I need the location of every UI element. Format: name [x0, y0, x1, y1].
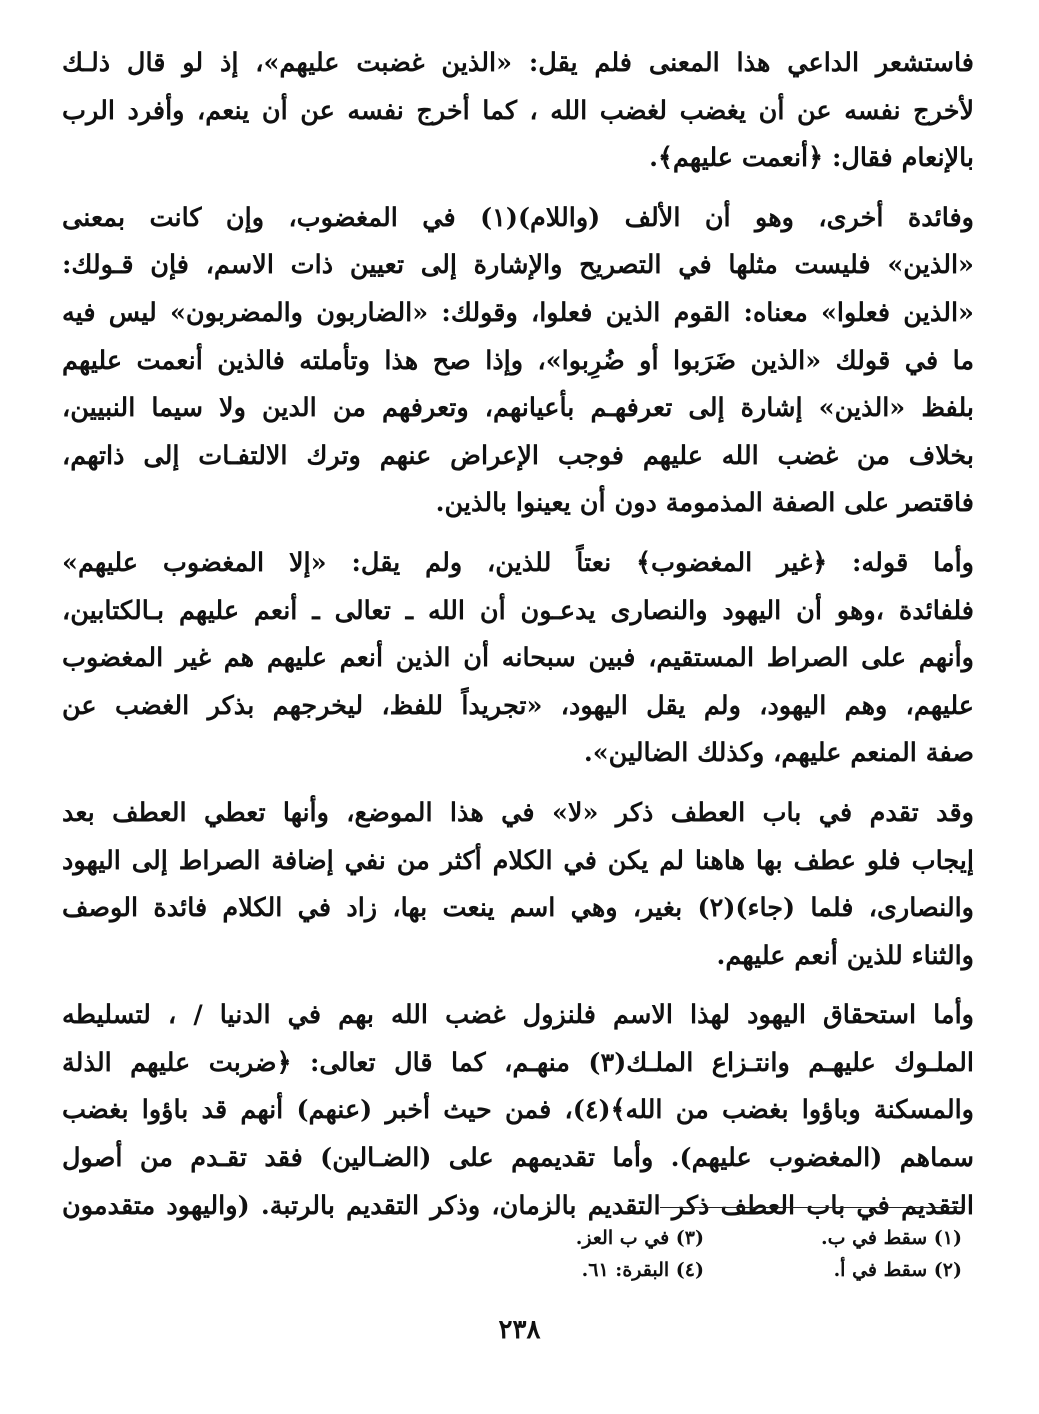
text-line: والنصارى، فلما (جاء)(٢) بغير، وهي اسم ينعت بها، زاد في الكلام فائدة الوصف: [62, 893, 974, 924]
text-line: فاستشعر الداعي هذا المعنى فلم يقل: «الذين غضبت عليهم»، إذ لو قال ذلـك: [62, 48, 974, 78]
footnote-column: [821, 1222, 962, 1286]
text-line: وقد تقدم في باب العطف ذكر «لا» في هذا الموضع، وأنها تعطي العطف بعد: [62, 797, 974, 828]
text-line: الملـوك عليهـم وانتـزاع الملـك(٣) منهـم، كما قال تعالى: ﴿ضربت عليهم الذلة: [62, 1047, 974, 1078]
footnote: (٢) سقط في أ.: [833, 1259, 962, 1281]
paragraph: [62, 992, 974, 1230]
text-line: وأما قوله: ﴿غير المغضوب﴾ نعتاً للذين، ولم يقل: «إلا المغضوب عليهم»: [62, 547, 974, 578]
text-line: والثناء للذين أنعم عليهم.: [716, 940, 974, 971]
text-line: فلفائدة ،وهو أن اليهود والنصارى يدعـون أن الله ـ تعالى ـ أنعم عليهم بـالكتابين،: [62, 595, 974, 626]
text-line: بلفظ «الذين» إشارة إلى تعرفهـم بأعيانهم، وتعرفهم من الدين ولا سيما النبيين،: [62, 393, 974, 424]
text-line: إيجاب فلو عطف بها هاهنا لم يكن في الكلام أكثر من نفي إضافة الصراط إلى اليهود: [62, 845, 974, 876]
text-line: «الذين» فليست مثلها في التصريح والإشارة إلى تعيين ذات الاسم، فإن قـولك:: [62, 250, 974, 281]
footnote: (١) سقط في ب.: [820, 1227, 962, 1249]
text-line: والمسكنة وباؤوا بغضب من الله﴾(٤)، فمن حيث أخبر (عنهم) أنهم قد باؤوا بغضب: [62, 1095, 974, 1126]
text-line: وأما استحقاق اليهود لهذا الاسم فلنزول غضب الله بهم في الدنيا / ، لتسليطه: [62, 1000, 974, 1031]
text-line: سماهم (المغضوب عليهم). وأما تقديمهم على (الضـالين) فقد تقـدم من أصول: [62, 1143, 974, 1174]
text-line: فاقتصر على الصفة المذمومة دون أن يعينوا بالذين.: [435, 488, 974, 519]
text-line: عليهم، وهم اليهود، ولم يقل اليهود، «تجريداً للفظ، ليخرجهم بذكر الغضب عن: [62, 690, 974, 721]
paragraph: [62, 540, 974, 778]
page-number: ٢٣٨: [498, 1315, 541, 1345]
paragraph: [62, 790, 974, 980]
text-line: «الذين فعلوا» معناه: القوم الذين فعلوا، وقولك: «الضاربون والمضربون» ليس فيه: [62, 297, 974, 328]
text-line: لأخرج نفسه عن أن يغضب لغضب الله ، كما أخرج نفسه عن أن ينعم، وأفرد الرب: [62, 95, 974, 126]
text-line: التقديم في باب العطف ذكر التقديم بالزمان، وذكر التقديم بالرتبة. (واليهود متقدمون: [62, 1190, 974, 1221]
paragraph: [62, 40, 974, 183]
text-line: صفة المنعم عليهم، وكذلك الضالين».: [583, 738, 974, 769]
main-text: [62, 40, 974, 1242]
text-line: وفائدة أخرى، وهو أن الألف (واللام)(١) في المغضوب، وإن كانت بمعنى: [62, 202, 974, 233]
footnote: (٤) البقرة: ٦١.: [581, 1259, 704, 1281]
text-line: وأنهم على الصراط المستقيم، فبين سبحانه أن الذين أنعم عليهم هم غير المغضوب: [62, 643, 974, 674]
footnote: (٣) في ب العز.: [575, 1227, 704, 1249]
footnote-divider: [660, 1207, 962, 1208]
text-line: ما في قولك «الذين ضَرَبوا أو ضُرِبوا»، وإذا صح هذا وتأملته فالذين أنعمت عليهم: [62, 345, 974, 376]
text-line: بالإنعام فقال: ﴿أنعمت عليهم﴾.: [649, 143, 974, 174]
text-line: بخلاف من غضب الله عليهم فوجب الإعراض عنهم وترك الالتفـات إلى ذاتهم،: [62, 440, 974, 471]
footnote-column: [576, 1222, 704, 1286]
paragraph: [62, 195, 974, 528]
